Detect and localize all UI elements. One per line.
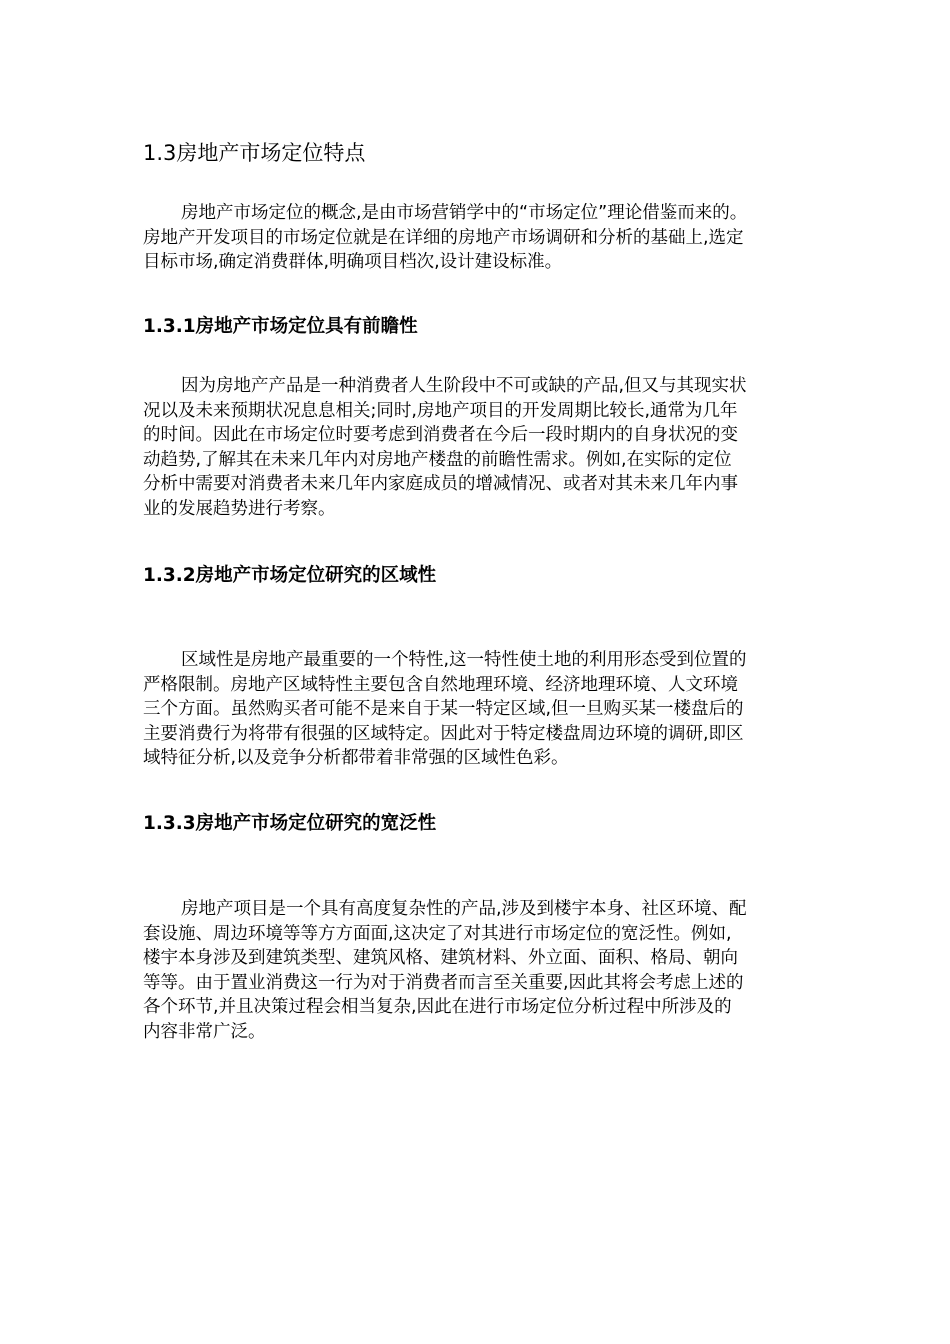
subsection-heading-1-3-1: 1.3.1房地产市场定位具有前瞻性 xyxy=(143,316,418,337)
section-heading: 1.3房地产市场定位特点 xyxy=(143,141,366,165)
paragraph-line: 的时间。因此在市场定位时要考虑到消费者在今后一段时期内的自身状况的变 xyxy=(143,425,738,445)
subsection-heading-1-3-2: 1.3.2房地产市场定位研究的区域性 xyxy=(143,565,437,586)
paragraph-line: 域特征分析,以及竞争分析都带着非常强的区域性色彩。 xyxy=(143,748,569,768)
paragraph-line: 况以及未来预期状况息息相关;同时,房地产项目的开发周期比较长,通常为几年 xyxy=(143,400,738,421)
paragraph-line: 三个方面。虽然购买者可能不是来自于某一特定区域,但一旦购买某一楼盘后的 xyxy=(143,699,744,719)
paragraph-line: 区域性是房地产最重要的一个特性,这一特性使土地的利用形态受到位置的 xyxy=(181,650,747,670)
paragraph-line: 楼宇本身涉及到建筑类型、建筑风格、建筑材料、外立面、面积、格局、朝向 xyxy=(143,948,738,968)
paragraph-line: 目标市场,确定消费群体,明确项目档次,设计建设标准。 xyxy=(143,252,563,272)
paragraph-line: 房地产项目是一个具有高度复杂性的产品,涉及到楼宇本身、社区环境、配 xyxy=(181,899,747,919)
subsection-paragraph-1-3-1 xyxy=(143,374,819,521)
paragraph-line: 各个环节,并且决策过程会相当复杂,因此在进行市场定位分析过程中所涉及的 xyxy=(143,997,732,1017)
paragraph-line: 因为房地产产品是一种消费者人生阶段中不可或缺的产品,但又与其现实状 xyxy=(181,376,747,396)
paragraph-line: 套设施、周边环境等等方方面面,这决定了对其进行市场定位的宽泛性。例如, xyxy=(143,923,732,944)
paragraph-line: 房地产市场定位的概念,是由市场营销学中的“市场定位”理论借鉴而来的。 xyxy=(181,203,748,223)
paragraph-line: 等等。由于置业消费这一行为对于消费者而言至关重要,因此其将会考虑上述的 xyxy=(143,972,744,993)
paragraph-line: 主要消费行为将带有很强的区域特定。因此对于特定楼盘周边环境的调研,即区 xyxy=(143,723,744,744)
paragraph-line: 房地产开发项目的市场定位就是在详细的房地产市场调研和分析的基础上,选定 xyxy=(143,227,744,248)
paragraph-line: 内容非常广泛。 xyxy=(143,1021,266,1042)
paragraph-line: 分析中需要对消费者未来几年内家庭成员的增减情况、或者对其未来几年内事 xyxy=(143,474,738,494)
subsection-paragraph-1-3-3 xyxy=(143,897,819,1044)
subsection-paragraph-1-3-2 xyxy=(143,648,819,771)
paragraph-line: 严格限制。房地产区域特性主要包含自然地理环境、经济地理环境、人文环境 xyxy=(143,674,738,695)
subsection-heading-1-3-3: 1.3.3房地产市场定位研究的宽泛性 xyxy=(143,813,437,834)
paragraph-line: 业的发展趋势进行考察。 xyxy=(143,498,336,519)
paragraph-line: 动趋势,了解其在未来几年内对房地产楼盘的前瞻性需求。例如,在实际的定位 xyxy=(143,449,732,470)
intro-paragraph xyxy=(143,201,819,275)
